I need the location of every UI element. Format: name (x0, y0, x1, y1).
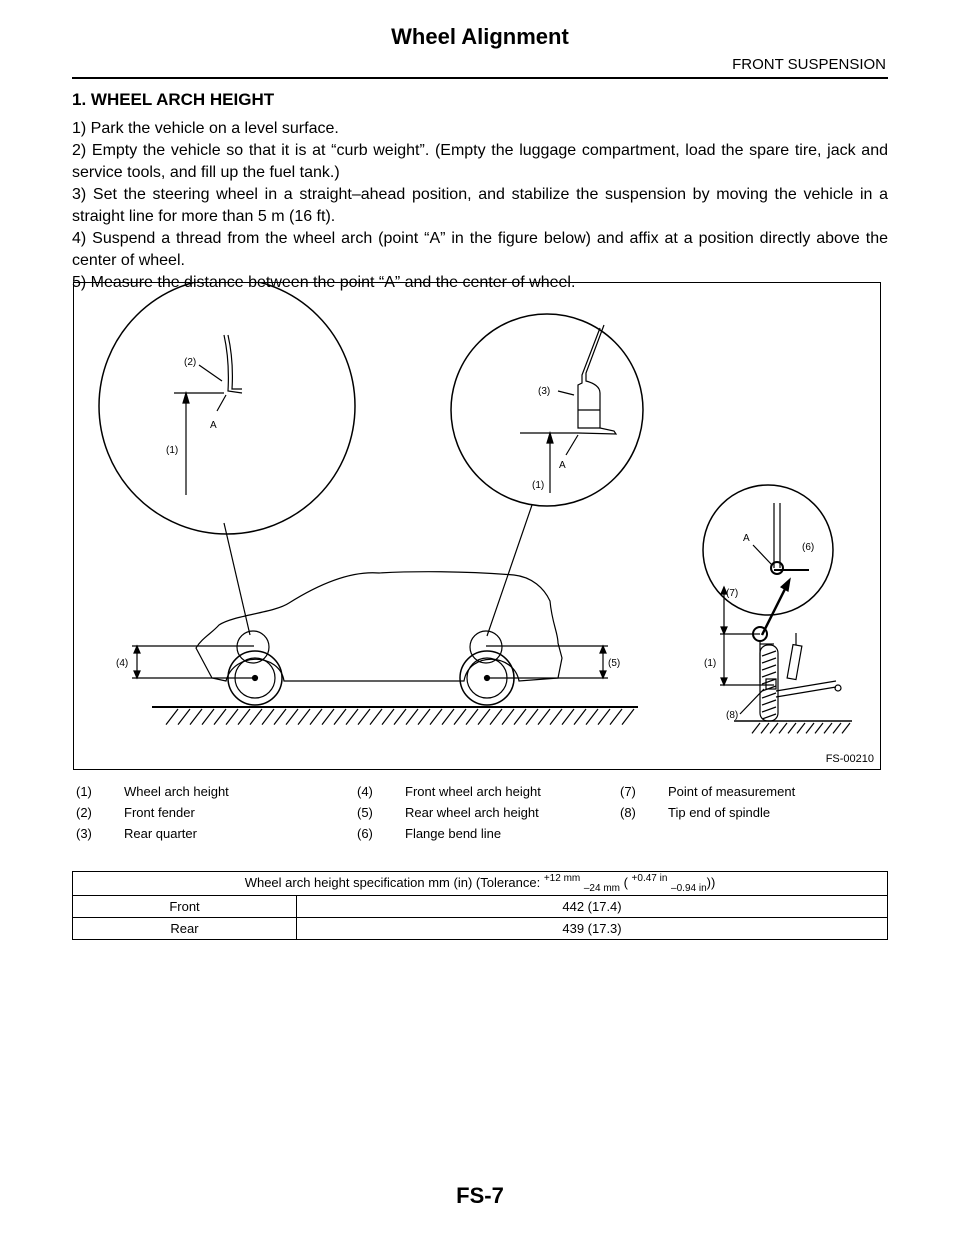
hatch-line (833, 723, 841, 733)
small-ground-hatching (752, 723, 850, 733)
step-3: 3) Set the steering wheel in a straight–ahead position, and stabilize the suspension by moving the vehicle in a straight line for more than 5 m (16 ft). (72, 186, 888, 225)
legend-item: (7) Point of measurement (620, 784, 796, 799)
hatch-line (358, 709, 370, 725)
hatch-line (550, 709, 562, 725)
page-number: FS-7 (456, 1183, 504, 1208)
hatch-line (762, 679, 776, 684)
hatch-line (166, 709, 178, 725)
procedure-heading: 1. WHEEL ARCH HEIGHT (72, 90, 275, 109)
hatch-line (752, 723, 760, 733)
table-row (73, 896, 888, 918)
hatch-line (466, 709, 478, 725)
hatch-line (478, 709, 490, 725)
spec-header-row (73, 872, 888, 896)
hatch-line (430, 709, 442, 725)
section-name: FRONT SUSPENSION (732, 56, 886, 73)
hatch-line (762, 707, 776, 712)
hatch-line (406, 709, 418, 725)
hatch-line (824, 723, 832, 733)
hatch-line (322, 709, 334, 725)
hatch-line (226, 709, 238, 725)
hatch-line (762, 651, 776, 656)
step-5: 5) Measure the distance between the point “A” and the center of wheel. (72, 274, 576, 291)
hatch-line (598, 709, 610, 725)
label-a-spindle: A (743, 533, 750, 544)
row-label: Rear (73, 918, 297, 940)
table-row (73, 918, 888, 940)
vehicle-diagram (74, 283, 880, 769)
hatch-line (454, 709, 466, 725)
legend-item: (2) Front fender (76, 805, 195, 820)
hatch-line (238, 709, 250, 725)
row-label: Front (73, 896, 297, 918)
hatch-line (574, 709, 586, 725)
hatch-line (610, 709, 622, 725)
hatch-line (762, 658, 776, 663)
label-5: (5) (608, 658, 621, 669)
label-8: (8) (726, 710, 739, 721)
hatch-line (806, 723, 814, 733)
rear-detail-circle (451, 314, 643, 506)
label-1-rear: (1) (532, 480, 545, 491)
front-fender-outline (224, 335, 242, 393)
hatch-line (514, 709, 526, 725)
procedure-steps (72, 118, 888, 294)
legend-item: (6) Flange bend line (357, 826, 502, 841)
hatch-line (770, 723, 778, 733)
hatch-line (178, 709, 190, 725)
label-1-front: (1) (166, 445, 179, 456)
label-6: (6) (802, 542, 815, 553)
row-value: 442 (17.4) (297, 896, 888, 918)
hatch-line (394, 709, 406, 725)
ground-hatching (166, 709, 634, 725)
legend-item: (5) Rear wheel arch height (357, 805, 539, 820)
step-1: 1) Park the vehicle on a level surface. (72, 120, 339, 137)
hatch-line (586, 709, 598, 725)
hatch-line (761, 723, 769, 733)
hatch-line (346, 709, 358, 725)
legend-item: (8) Tip end of spindle (620, 805, 771, 820)
label-4: (4) (116, 658, 129, 669)
hatch-line (762, 693, 776, 698)
hatch-line (622, 709, 634, 725)
rear-quarter-outline (578, 325, 616, 434)
hatch-line (762, 700, 776, 705)
hatch-line (762, 665, 776, 670)
measurement-arrow (762, 583, 788, 635)
hatch-line (538, 709, 550, 725)
hatch-line (490, 709, 502, 725)
hatch-line (502, 709, 514, 725)
hatch-line (526, 709, 538, 725)
hatch-line (779, 723, 787, 733)
hatch-line (250, 709, 262, 725)
hatch-line (762, 714, 776, 719)
label-a-rear: A (559, 460, 566, 471)
figure-id: FS-00210 (825, 753, 874, 765)
front-fender-inner (228, 335, 242, 389)
spec-table (72, 871, 888, 940)
label-3: (3) (538, 386, 551, 397)
hatch-line (370, 709, 382, 725)
label-a-front: A (210, 420, 217, 431)
legend-item: (3) Rear quarter (76, 826, 197, 841)
page-title: Wheel Alignment (391, 24, 569, 49)
hatch-line (190, 709, 202, 725)
hatch-line (214, 709, 226, 725)
wheel-arch-figure (73, 282, 881, 770)
hatch-line (286, 709, 298, 725)
hatch-line (797, 723, 805, 733)
label-1-spindle: (1) (704, 658, 717, 669)
front-detail-circle (99, 283, 355, 534)
hatch-line (298, 709, 310, 725)
hatch-line (202, 709, 214, 725)
hatch-line (788, 723, 796, 733)
hatch-line (842, 723, 850, 733)
hatch-line (382, 709, 394, 725)
hatch-line (334, 709, 346, 725)
hatch-line (418, 709, 430, 725)
step-2: 2) Empty the vehicle so that it is at “curb weight”. (Empty the luggage compartment, load the spare tire, jack and service tools, and fill up the fuel tank.) (72, 142, 888, 181)
hatch-line (562, 709, 574, 725)
header-rule (72, 77, 888, 79)
legend-item: (4) Front wheel arch height (357, 784, 541, 799)
spec-caption: Wheel arch height specification mm (in) (Tolerance: $^{+12 mm}$ $_{-24 mm}$ ( $^{+0.47 in}$ $_{-0.94 in}$)) (73, 872, 888, 896)
hatch-line (762, 672, 776, 677)
legend-item: (1) Wheel arch height (76, 784, 229, 799)
hatch-line (442, 709, 454, 725)
row-value: 439 (17.3) (297, 918, 888, 940)
hatch-line (262, 709, 274, 725)
hatch-line (310, 709, 322, 725)
hatch-line (815, 723, 823, 733)
label-7: (7) (726, 588, 739, 599)
hatch-line (274, 709, 286, 725)
step-4: 4) Suspend a thread from the wheel arch (point “A” in the figure below) and affix at a position directly above the center of wheel. (72, 230, 888, 269)
car-body (196, 572, 562, 681)
label-2: (2) (184, 357, 197, 368)
